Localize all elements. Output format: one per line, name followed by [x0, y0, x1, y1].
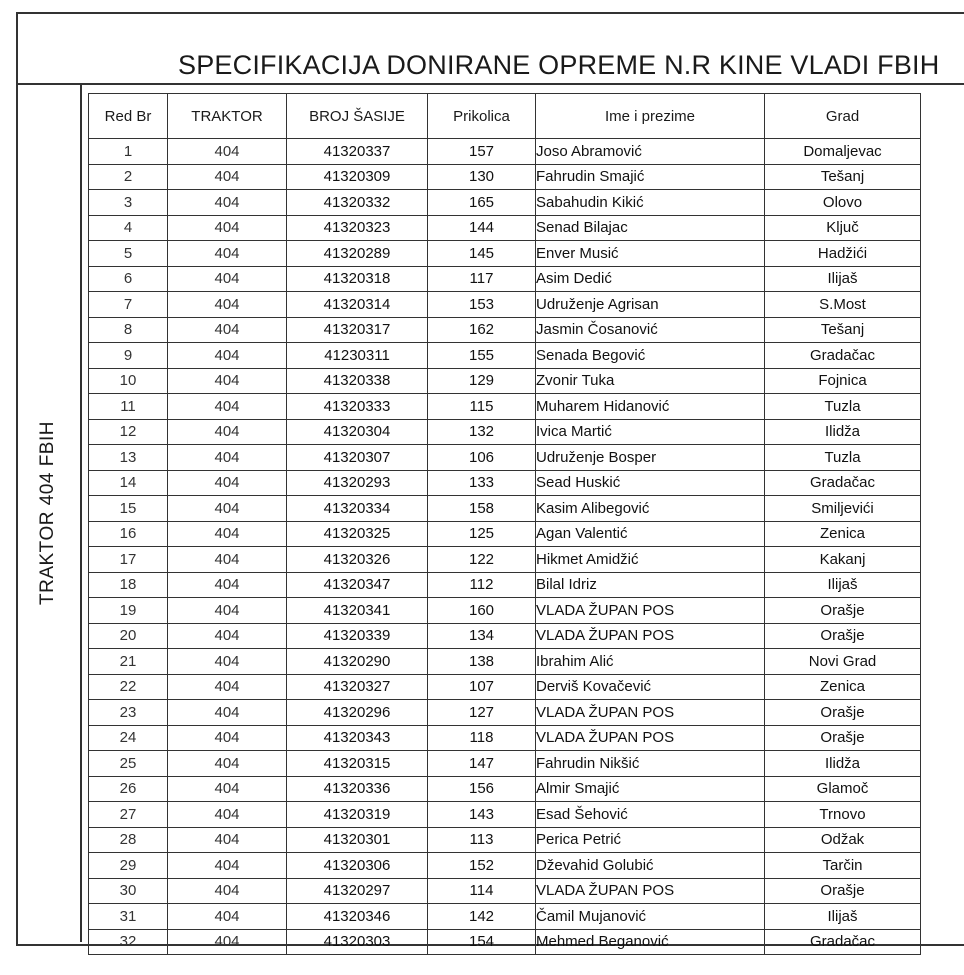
cell-ime-prezime: Fahrudin Smajić	[536, 164, 765, 190]
cell-grad: Ilijaš	[765, 904, 921, 930]
table-row	[89, 572, 921, 598]
cell-traktor: 404	[168, 547, 287, 573]
table-row	[89, 292, 921, 318]
cell-red-br: 18	[89, 572, 168, 598]
cell-red-br: 6	[89, 266, 168, 292]
table-row	[89, 725, 921, 751]
cell-broj-sasije: 41320347	[287, 572, 428, 598]
table-row	[89, 802, 921, 828]
cell-traktor: 404	[168, 521, 287, 547]
cell-red-br: 25	[89, 751, 168, 777]
cell-ime-prezime: Perica Petrić	[536, 827, 765, 853]
cell-traktor: 404	[168, 674, 287, 700]
cell-traktor: 404	[168, 700, 287, 726]
cell-broj-sasije: 41230311	[287, 343, 428, 369]
table-row	[89, 164, 921, 190]
cell-traktor: 404	[168, 368, 287, 394]
cell-broj-sasije: 41320304	[287, 419, 428, 445]
cell-traktor: 404	[168, 139, 287, 165]
header-traktor: TRAKTOR	[168, 94, 287, 139]
table-row	[89, 827, 921, 853]
cell-red-br: 26	[89, 776, 168, 802]
table-row	[89, 547, 921, 573]
cell-broj-sasije: 41320336	[287, 776, 428, 802]
cell-grad: Smiljevići	[765, 496, 921, 522]
cell-red-br: 4	[89, 215, 168, 241]
cell-grad: Orašje	[765, 700, 921, 726]
cell-red-br: 5	[89, 241, 168, 267]
cell-grad: Ilidža	[765, 751, 921, 777]
cell-broj-sasije: 41320301	[287, 827, 428, 853]
cell-prikolica: 118	[428, 725, 536, 751]
cell-red-br: 23	[89, 700, 168, 726]
cell-prikolica: 134	[428, 623, 536, 649]
cell-prikolica: 153	[428, 292, 536, 318]
cell-broj-sasije: 41320315	[287, 751, 428, 777]
table-row	[89, 215, 921, 241]
cell-traktor: 404	[168, 649, 287, 675]
cell-grad: Zenica	[765, 674, 921, 700]
cell-red-br: 12	[89, 419, 168, 445]
cell-broj-sasije: 41320338	[287, 368, 428, 394]
cell-ime-prezime: Almir Smajić	[536, 776, 765, 802]
cell-prikolica: 147	[428, 751, 536, 777]
cell-grad: Hadžići	[765, 241, 921, 267]
cell-red-br: 7	[89, 292, 168, 318]
cell-broj-sasije: 41320303	[287, 929, 428, 955]
cell-red-br: 8	[89, 317, 168, 343]
cell-grad: Tuzla	[765, 445, 921, 471]
cell-broj-sasije: 41320318	[287, 266, 428, 292]
cell-prikolica: 143	[428, 802, 536, 828]
table-row	[89, 623, 921, 649]
cell-prikolica: 152	[428, 853, 536, 879]
cell-prikolica: 156	[428, 776, 536, 802]
cell-red-br: 31	[89, 904, 168, 930]
cell-ime-prezime: Senada Begović	[536, 343, 765, 369]
cell-traktor: 404	[168, 827, 287, 853]
cell-broj-sasije: 41320323	[287, 215, 428, 241]
cell-ime-prezime: Ivica Martić	[536, 419, 765, 445]
cell-ime-prezime: Čamil Mujanović	[536, 904, 765, 930]
cell-traktor: 404	[168, 853, 287, 879]
cell-broj-sasije: 41320339	[287, 623, 428, 649]
cell-traktor: 404	[168, 470, 287, 496]
cell-grad: Ilijaš	[765, 266, 921, 292]
cell-broj-sasije: 41320290	[287, 649, 428, 675]
cell-grad: Orašje	[765, 725, 921, 751]
table-row	[89, 496, 921, 522]
cell-broj-sasije: 41320317	[287, 317, 428, 343]
title-divider	[16, 83, 964, 85]
cell-red-br: 13	[89, 445, 168, 471]
cell-ime-prezime: Udruženje Agrisan	[536, 292, 765, 318]
cell-ime-prezime: Agan Valentić	[536, 521, 765, 547]
cell-grad: Fojnica	[765, 368, 921, 394]
cell-grad: Orašje	[765, 598, 921, 624]
table-row	[89, 317, 921, 343]
cell-prikolica: 132	[428, 419, 536, 445]
cell-broj-sasije: 41320341	[287, 598, 428, 624]
cell-prikolica: 160	[428, 598, 536, 624]
cell-traktor: 404	[168, 572, 287, 598]
cell-red-br: 29	[89, 853, 168, 879]
cell-ime-prezime: VLADA ŽUPAN POS	[536, 623, 765, 649]
cell-prikolica: 122	[428, 547, 536, 573]
cell-red-br: 15	[89, 496, 168, 522]
cell-ime-prezime: Sead Huskić	[536, 470, 765, 496]
cell-red-br: 19	[89, 598, 168, 624]
cell-prikolica: 142	[428, 904, 536, 930]
cell-red-br: 9	[89, 343, 168, 369]
cell-grad: Ilijaš	[765, 572, 921, 598]
cell-traktor: 404	[168, 266, 287, 292]
cell-grad: S.Most	[765, 292, 921, 318]
cell-traktor: 404	[168, 929, 287, 955]
cell-traktor: 404	[168, 445, 287, 471]
cell-red-br: 3	[89, 190, 168, 216]
cell-broj-sasije: 41320309	[287, 164, 428, 190]
table-row	[89, 190, 921, 216]
cell-prikolica: 113	[428, 827, 536, 853]
table-row	[89, 598, 921, 624]
cell-grad: Domaljevac	[765, 139, 921, 165]
cell-ime-prezime: Udruženje Bosper	[536, 445, 765, 471]
cell-broj-sasije: 41320289	[287, 241, 428, 267]
cell-ime-prezime: VLADA ŽUPAN POS	[536, 598, 765, 624]
cell-broj-sasije: 41320325	[287, 521, 428, 547]
cell-red-br: 28	[89, 827, 168, 853]
cell-prikolica: 106	[428, 445, 536, 471]
table-row	[89, 776, 921, 802]
header-red-br: Red Br	[89, 94, 168, 139]
cell-prikolica: 145	[428, 241, 536, 267]
header-prikolica: Prikolica	[428, 94, 536, 139]
cell-traktor: 404	[168, 419, 287, 445]
table-row	[89, 521, 921, 547]
cell-broj-sasije: 41320296	[287, 700, 428, 726]
cell-traktor: 404	[168, 317, 287, 343]
cell-broj-sasije: 41320326	[287, 547, 428, 573]
cell-ime-prezime: Enver Musić	[536, 241, 765, 267]
cell-ime-prezime: Dževahid Golubić	[536, 853, 765, 879]
table-row	[89, 419, 921, 445]
cell-red-br: 17	[89, 547, 168, 573]
cell-prikolica: 114	[428, 878, 536, 904]
cell-traktor: 404	[168, 751, 287, 777]
cell-grad: Olovo	[765, 190, 921, 216]
cell-broj-sasije: 41320327	[287, 674, 428, 700]
cell-broj-sasije: 41320337	[287, 139, 428, 165]
cell-prikolica: 107	[428, 674, 536, 700]
cell-prikolica: 157	[428, 139, 536, 165]
cell-broj-sasije: 41320293	[287, 470, 428, 496]
cell-broj-sasije: 41320297	[287, 878, 428, 904]
cell-ime-prezime: Esad Šehović	[536, 802, 765, 828]
cell-traktor: 404	[168, 190, 287, 216]
cell-ime-prezime: Joso Abramović	[536, 139, 765, 165]
table-header-row	[89, 94, 921, 139]
cell-prikolica: 165	[428, 190, 536, 216]
cell-broj-sasije: 41320307	[287, 445, 428, 471]
cell-ime-prezime: Fahrudin Nikšić	[536, 751, 765, 777]
cell-traktor: 404	[168, 164, 287, 190]
cell-grad: Trnovo	[765, 802, 921, 828]
table-row	[89, 700, 921, 726]
table-row	[89, 649, 921, 675]
cell-traktor: 404	[168, 623, 287, 649]
cell-grad: Zenica	[765, 521, 921, 547]
cell-prikolica: 138	[428, 649, 536, 675]
cell-ime-prezime: Ibrahim Alić	[536, 649, 765, 675]
cell-grad: Gradačac	[765, 470, 921, 496]
cell-prikolica: 130	[428, 164, 536, 190]
cell-red-br: 10	[89, 368, 168, 394]
cell-traktor: 404	[168, 496, 287, 522]
cell-broj-sasije: 41320319	[287, 802, 428, 828]
table-row	[89, 139, 921, 165]
cell-red-br: 11	[89, 394, 168, 420]
table-row	[89, 674, 921, 700]
cell-prikolica: 115	[428, 394, 536, 420]
cell-red-br: 24	[89, 725, 168, 751]
cell-traktor: 404	[168, 904, 287, 930]
cell-ime-prezime: Hikmet Amidžić	[536, 547, 765, 573]
cell-red-br: 27	[89, 802, 168, 828]
cell-prikolica: 129	[428, 368, 536, 394]
table-row	[89, 470, 921, 496]
header-broj-sasije: BROJ ŠASIJE	[287, 94, 428, 139]
cell-ime-prezime: Sabahudin Kikić	[536, 190, 765, 216]
cell-grad: Tarčin	[765, 853, 921, 879]
cell-traktor: 404	[168, 776, 287, 802]
cell-ime-prezime: Derviš Kovačević	[536, 674, 765, 700]
cell-broj-sasije: 41320334	[287, 496, 428, 522]
cell-traktor: 404	[168, 802, 287, 828]
cell-ime-prezime: Muharem Hidanović	[536, 394, 765, 420]
cell-grad: Ključ	[765, 215, 921, 241]
cell-prikolica: 158	[428, 496, 536, 522]
cell-prikolica: 154	[428, 929, 536, 955]
cell-ime-prezime: VLADA ŽUPAN POS	[536, 700, 765, 726]
cell-traktor: 404	[168, 725, 287, 751]
cell-traktor: 404	[168, 598, 287, 624]
cell-grad: Glamoč	[765, 776, 921, 802]
cell-grad: Gradačac	[765, 929, 921, 955]
table-row	[89, 904, 921, 930]
cell-prikolica: 133	[428, 470, 536, 496]
cell-red-br: 1	[89, 139, 168, 165]
cell-ime-prezime: Senad Bilajac	[536, 215, 765, 241]
table-row	[89, 751, 921, 777]
cell-prikolica: 112	[428, 572, 536, 598]
cell-prikolica: 125	[428, 521, 536, 547]
document-title: SPECIFIKACIJA DONIRANE OPREME N.R KINE VLADI FBIH	[178, 50, 940, 80]
cell-prikolica: 162	[428, 317, 536, 343]
cell-red-br: 16	[89, 521, 168, 547]
cell-grad: Tuzla	[765, 394, 921, 420]
table-row	[89, 241, 921, 267]
cell-traktor: 404	[168, 878, 287, 904]
cell-grad: Tešanj	[765, 317, 921, 343]
table-body	[89, 139, 921, 955]
table-row	[89, 394, 921, 420]
cell-broj-sasije: 41320306	[287, 853, 428, 879]
cell-traktor: 404	[168, 241, 287, 267]
cell-ime-prezime: VLADA ŽUPAN POS	[536, 725, 765, 751]
cell-grad: Novi Grad	[765, 649, 921, 675]
table-row	[89, 368, 921, 394]
cell-ime-prezime: Bilal Idriz	[536, 572, 765, 598]
table-row	[89, 445, 921, 471]
header-grad: Grad	[765, 94, 921, 139]
table-row	[89, 929, 921, 955]
cell-broj-sasije: 41320333	[287, 394, 428, 420]
cell-prikolica: 127	[428, 700, 536, 726]
cell-ime-prezime: Jasmin Čosanović	[536, 317, 765, 343]
specification-table	[88, 93, 921, 955]
side-label: TRAKTOR 404 FBIH	[37, 421, 58, 605]
cell-grad: Orašje	[765, 623, 921, 649]
cell-broj-sasije: 41320314	[287, 292, 428, 318]
cell-traktor: 404	[168, 394, 287, 420]
cell-grad: Gradačac	[765, 343, 921, 369]
cell-grad: Orašje	[765, 878, 921, 904]
cell-ime-prezime: Asim Dedić	[536, 266, 765, 292]
cell-prikolica: 144	[428, 215, 536, 241]
cell-grad: Ilidža	[765, 419, 921, 445]
cell-traktor: 404	[168, 343, 287, 369]
cell-broj-sasije: 41320332	[287, 190, 428, 216]
cell-ime-prezime: Mehmed Beganović	[536, 929, 765, 955]
table-row	[89, 343, 921, 369]
table-row	[89, 266, 921, 292]
cell-grad: Tešanj	[765, 164, 921, 190]
cell-ime-prezime: Kasim Alibegović	[536, 496, 765, 522]
cell-red-br: 22	[89, 674, 168, 700]
cell-red-br: 30	[89, 878, 168, 904]
cell-grad: Kakanj	[765, 547, 921, 573]
cell-red-br: 20	[89, 623, 168, 649]
table-row	[89, 878, 921, 904]
cell-prikolica: 155	[428, 343, 536, 369]
cell-ime-prezime: Zvonir Tuka	[536, 368, 765, 394]
header-ime-prezime: Ime i prezime	[536, 94, 765, 139]
cell-broj-sasije: 41320346	[287, 904, 428, 930]
cell-red-br: 2	[89, 164, 168, 190]
cell-red-br: 21	[89, 649, 168, 675]
table-row	[89, 853, 921, 879]
cell-grad: Odžak	[765, 827, 921, 853]
cell-broj-sasije: 41320343	[287, 725, 428, 751]
cell-traktor: 404	[168, 292, 287, 318]
cell-prikolica: 117	[428, 266, 536, 292]
cell-red-br: 32	[89, 929, 168, 955]
cell-red-br: 14	[89, 470, 168, 496]
cell-traktor: 404	[168, 215, 287, 241]
cell-ime-prezime: VLADA ŽUPAN POS	[536, 878, 765, 904]
